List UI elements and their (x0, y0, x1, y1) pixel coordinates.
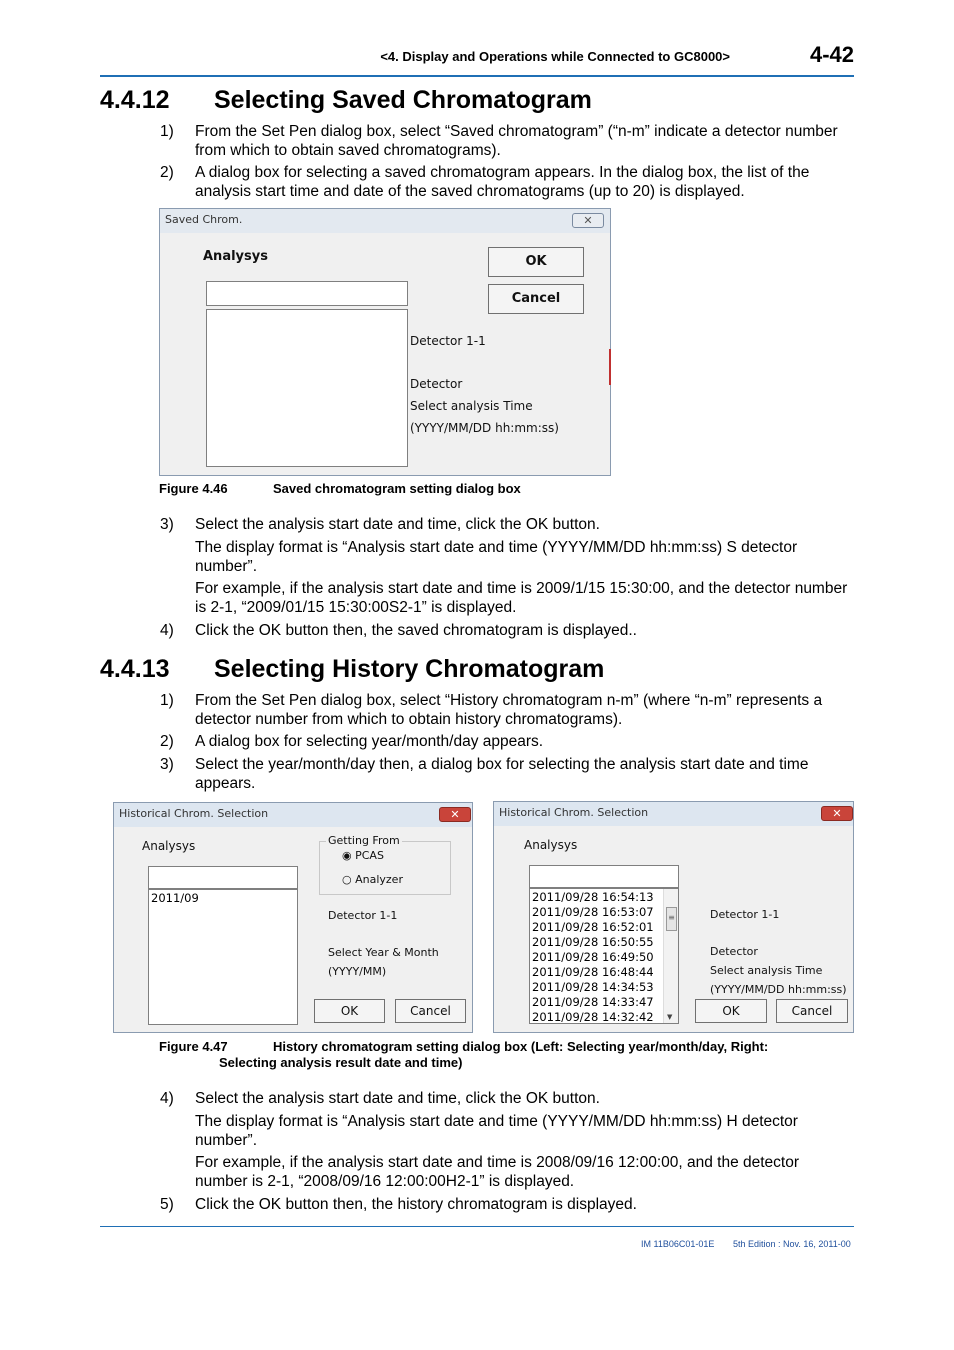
red-edge-mark (609, 349, 611, 385)
list-item (160, 622, 854, 642)
list-item[interactable]: 2011/09/28 14:33:47 (532, 995, 654, 1009)
scrollbar-thumb[interactable]: ≡ (666, 907, 677, 931)
item-text: Select the year/month/day then, a dialog box for selecting the analysis start date and time appears. (195, 756, 809, 792)
list-item (160, 692, 854, 730)
list-item (160, 733, 854, 753)
ok-button[interactable]: OK (695, 999, 767, 1023)
section-number: 4.4.12 (100, 86, 170, 114)
analysys-input[interactable] (148, 866, 298, 889)
analysys-label: Analysys (142, 839, 196, 853)
item-number: 3) (160, 516, 174, 533)
detector-label: Detector (710, 945, 758, 958)
dialog-title: Historical Chrom. Selection (499, 806, 649, 819)
figure-number: Figure 4.47 (159, 1039, 228, 1054)
item-text: For example, if the analysis start date and time is 2009/1/15 15:30:00, and the detector number is 2-1, “2009/01/15 15:30:00S2-1” is displayed. (195, 580, 848, 616)
analyzer-label: Analyzer (355, 873, 403, 886)
list-item[interactable]: 2011/09/28 16:50:55 (532, 935, 654, 949)
cancel-button[interactable]: Cancel (488, 284, 584, 314)
list-scrollbar[interactable] (663, 889, 678, 1023)
radio-pcas[interactable]: ◉ PCAS (342, 849, 384, 862)
list-item (160, 1090, 854, 1110)
item-text: Click the OK button then, the history chromatogram is displayed. (195, 1196, 637, 1213)
detector-1-1-label: Detector 1-1 (328, 909, 398, 922)
list-item[interactable]: 2011/09/28 16:52:01 (532, 920, 654, 934)
getting-from-group (319, 841, 451, 895)
item-number: 5) (160, 1196, 174, 1213)
dialog-titlebar (114, 803, 472, 827)
analysys-label: Analysys (524, 838, 578, 852)
item-text: From the Set Pen dialog box, select “Saved chromatogram” (“n-m” indicate a detector number from which to obtain saved chromatograms). (195, 123, 838, 159)
list-item (160, 1154, 854, 1192)
chapter-header: <4. Display and Operations while Connected to GC8000> (380, 49, 730, 64)
item-text: Select the analysis start date and time, click the OK button. (195, 1090, 600, 1107)
list-item[interactable]: 2011/09/28 14:34:53 (532, 980, 654, 994)
list-item[interactable]: 2011/09/28 16:54:13 (532, 890, 654, 904)
item-number: 2) (160, 164, 174, 181)
item-text: For example, if the analysis start date and time is 2008/09/16 12:00:00, and the detector number is 2-1, “2008/09/16 12:00:00H2-1” is displayed. (195, 1154, 800, 1190)
saved-chrom-dialog (159, 208, 611, 476)
dialog-titlebar (494, 802, 853, 826)
scroll-down-icon[interactable]: ▼ (667, 1013, 673, 1021)
figure-caption: History chromatogram setting dialog box (Left: Selecting year/month/day, Right: (273, 1039, 769, 1054)
edition: 5th Edition : Nov. 16, 2011-00 (733, 1239, 851, 1249)
detector-label: Detector (410, 377, 463, 391)
item-text: A dialog box for selecting a saved chromatogram appears. In the dialog box, the list of the analysis start time and date of the saved chromatograms (up to 20) is displayed. (195, 164, 810, 200)
item-number: 3) (160, 756, 174, 773)
item-text: From the Set Pen dialog box, select “History chromatogram n-m” (where “n-m” represents a detector number from which to obtain history chromatograms). (195, 692, 823, 728)
time-format-label: (YYYY/MM/DD hh:mm:ss) (410, 421, 559, 435)
section-title-4-4-12 (100, 86, 592, 115)
list-item[interactable]: 2011/09/28 16:49:50 (532, 950, 654, 964)
figure-number: Figure 4.46 (159, 481, 228, 496)
list-item (160, 1196, 854, 1216)
figure-caption: Saved chromatogram setting dialog box (273, 481, 521, 496)
section-number: 4.4.13 (100, 655, 170, 683)
item-text: Click the OK button then, the saved chromatogram is displayed.. (195, 622, 637, 639)
item-number: 1) (160, 692, 174, 709)
dialog-title: Historical Chrom. Selection (119, 807, 269, 820)
header-rule (100, 75, 854, 77)
select-ym-label: Select Year & Month (328, 946, 439, 959)
close-icon[interactable]: ✕ (572, 213, 604, 228)
list-item (160, 539, 854, 577)
list-item (160, 164, 854, 202)
list-item[interactable]: 2011/09/28 16:53:07 (532, 905, 654, 919)
item-number: 4) (160, 622, 174, 639)
analysis-time-list[interactable] (529, 888, 679, 1024)
list-item[interactable]: 2011/09/28 16:48:44 (532, 965, 654, 979)
list-item[interactable]: 2011/09/28 14:32:42 (532, 1010, 654, 1024)
figure-caption-line2: Selecting analysis result date and time) (219, 1055, 463, 1070)
year-month-list[interactable] (148, 889, 298, 1025)
pcas-label: PCAS (355, 849, 384, 862)
analysys-input[interactable] (529, 865, 679, 888)
section-heading: Selecting Saved Chromatogram (214, 86, 592, 114)
footer-rule (100, 1226, 854, 1227)
item-text: The display format is “Analysis start date and time (YYYY/MM/DD hh:mm:ss) S detector number”. (195, 539, 798, 575)
detector-1-1-label: Detector 1-1 (410, 334, 486, 348)
history-time-dialog (493, 801, 854, 1033)
list-item[interactable]: 2011/09 (151, 891, 199, 905)
ok-button[interactable]: OK (314, 999, 385, 1023)
item-number: 2) (160, 733, 174, 750)
page-number: 4-42 (809, 42, 854, 67)
list-item (160, 580, 854, 618)
cancel-button[interactable]: Cancel (395, 999, 466, 1023)
dialog-title: Saved Chrom. (165, 213, 243, 226)
item-text: The display format is “Analysis start date and time (YYYY/MM/DD hh:mm:ss) H detector number”. (195, 1113, 798, 1149)
item-text: Select the analysis start date and time, click the OK button. (195, 516, 600, 533)
radio-analyzer[interactable]: ○ Analyzer (342, 873, 403, 886)
cancel-button[interactable]: Cancel (776, 999, 848, 1023)
history-ym-dialog (113, 802, 473, 1033)
list-item (160, 516, 854, 536)
time-format-label: (YYYY/MM/DD hh:mm:ss) (710, 983, 847, 996)
ym-format-label: (YYYY/MM) (328, 965, 387, 978)
list-item (160, 1113, 854, 1151)
close-icon[interactable]: ✕ (821, 806, 853, 821)
select-time-label: Select analysis Time (710, 964, 823, 977)
close-icon[interactable]: ✕ (439, 807, 471, 822)
ok-button[interactable]: OK (488, 247, 584, 277)
list-item (160, 756, 854, 794)
item-text: A dialog box for selecting year/month/day appears. (195, 733, 544, 750)
list-item (160, 123, 854, 161)
item-number: 4) (160, 1090, 174, 1107)
analysys-input[interactable] (206, 281, 408, 306)
section-heading: Selecting History Chromatogram (214, 655, 605, 683)
item-number: 1) (160, 123, 174, 140)
select-time-label: Select analysis Time (410, 399, 533, 413)
section-title-4-4-13 (100, 655, 604, 684)
doc-id: IM 11B06C01-01E (641, 1239, 715, 1249)
analysys-label: Analysys (203, 249, 268, 264)
detector-1-1-label: Detector 1-1 (710, 908, 780, 921)
analysys-list[interactable] (206, 309, 408, 467)
getting-from-label: Getting From (328, 834, 400, 847)
dialog-titlebar (160, 209, 610, 233)
